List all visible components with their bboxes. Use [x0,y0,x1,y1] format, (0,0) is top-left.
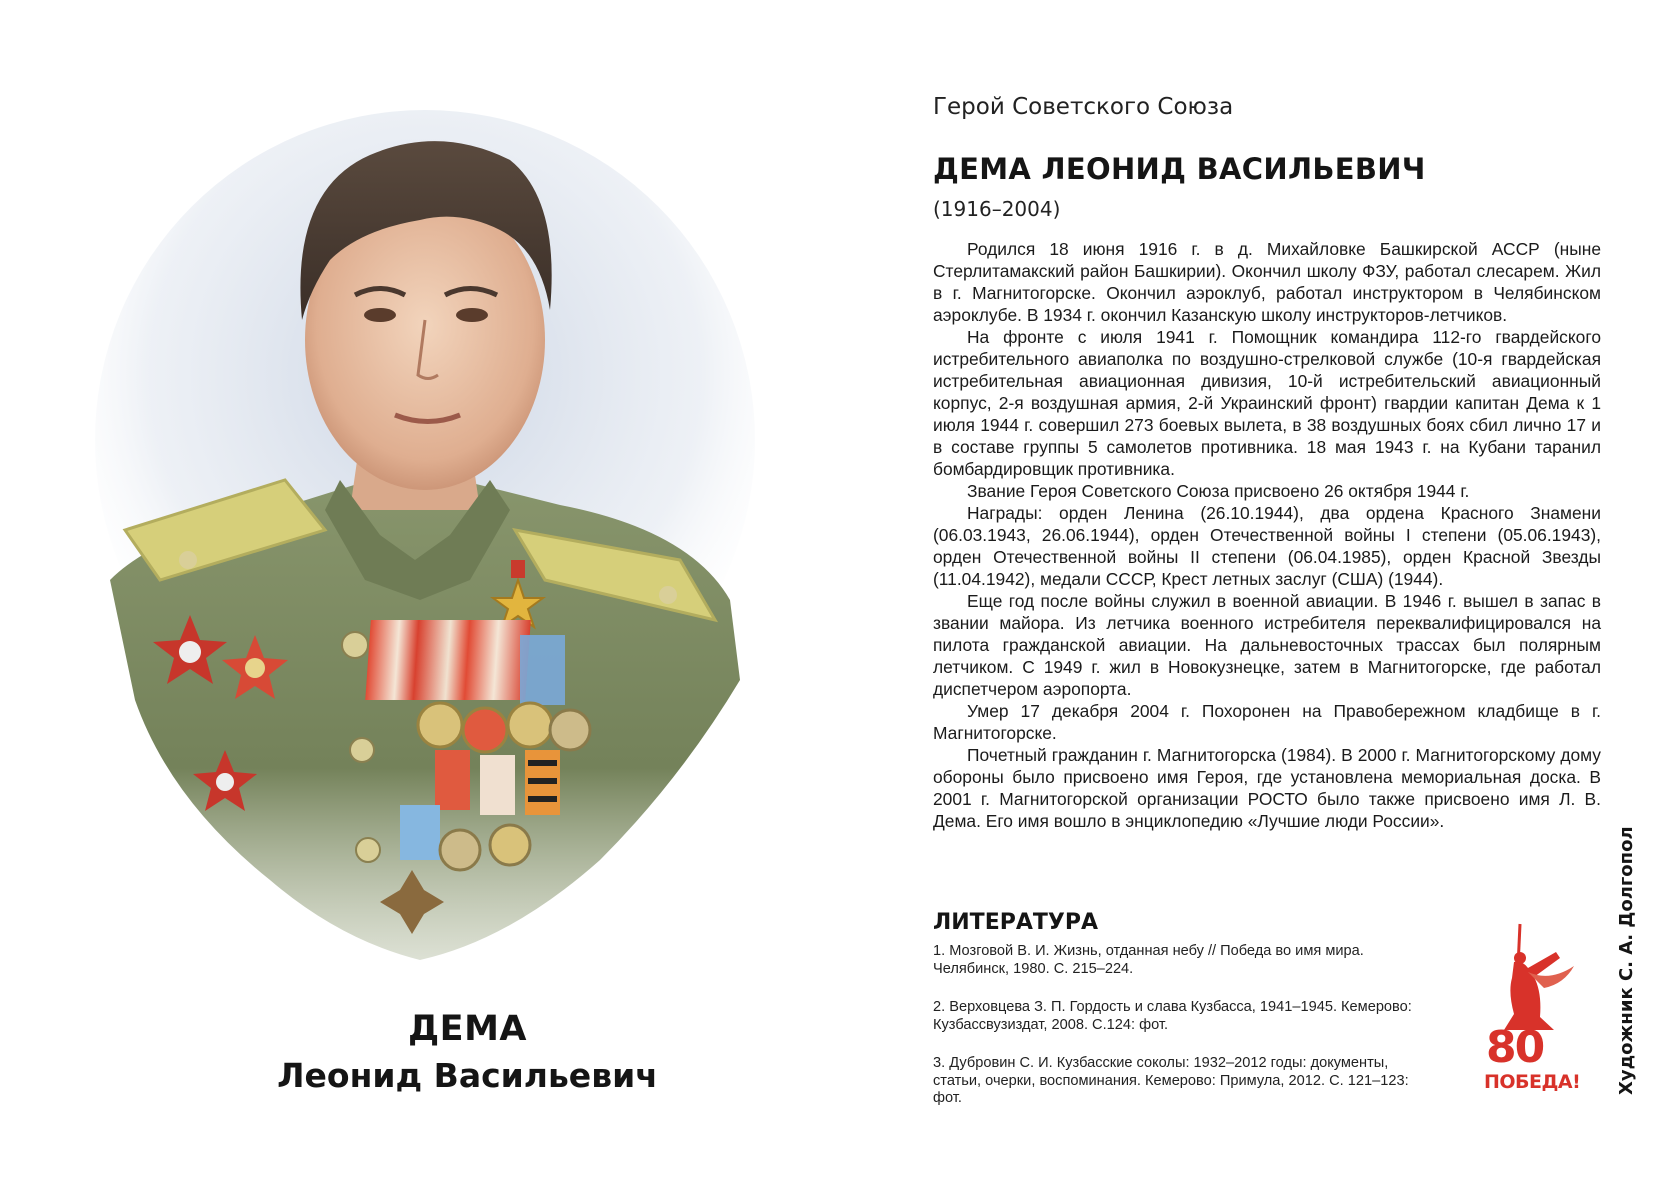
page-title: ДЕМА ЛЕОНИД ВАСИЛЬЕВИЧ [933,152,1426,186]
bio-paragraph-birth: Родился 18 июня 1916 г. в д. Михайловке Башкирской АССР (ныне Стерлитамакский район Башкирии). Окончил школу ФЗУ, работал слесарем. Жил в г. Магнитогорске. Окончил аэроклуб, работал инструктором в Челябинском аэроклубе. В 1934 г. окончил Казанскую школу инструкторов-летчиков. [933,239,1601,325]
hero-name-caption [40,1009,895,1095]
literature-item: 2. Верховцева З. П. Гордость и слава Кузбасса, 1941–1945. Кемерово: Кузбассвузиздат, 2008. С.124: фот. [933,999,1412,1033]
life-years: (1916–2004) [933,197,1061,221]
right-eye [456,308,488,322]
bio-paragraph-front: На фронте с июля 1941 г. Помощник командира 112-го гвардейского истребительного авиаполка по воздушно-стрелковой службе (10-я гвардейская истребительная авиационная дивизия, 10-й истребительский авиационный корпус, 2-я воздушная армия, 2-й Украинский фронт) гвардии капитан Дема к 1 июля 1944 г. совершил 273 боевых вылета, в 38 воздушных боях сбил лично 17 и в составе группы 5 самолетов противника. 18 мая 1943 г. на Кубани таранил бомбардировщик противника. [933,327,1601,479]
motherland-statue-icon [1484,922,1580,1032]
hero-given-names: Леонид Васильевич [277,1056,658,1095]
literature-list [933,943,1433,1129]
hero-surname: ДЕМА [408,1009,527,1049]
bio-paragraph-death: Умер 17 декабря 2004 г. Похоронен на Правобережном кладбище в г. Магнитогорске. [933,701,1601,743]
biography-text [933,238,1601,832]
logo-number: 80 [1486,1022,1544,1073]
bio-paragraph-honors: Почетный гражданин г. Магнитогорска (1984). В 2000 г. Магнитогорскому дому обороны было присвоено имя Героя, где установлена мемориальная доска. В 2001 г. Магнитогорской организации РОСТО было также присвоено имя Л. В. Дема. Его имя вошло в энциклопедию «Лучшие люди России». [933,745,1601,831]
bio-paragraph-postwar: Еще год после войны служил в военной авиации. В 1946 г. вышел в запас в звании майора. Из летчика военного истребителя переквалифицировался на пилота гражданской авиации. На дальневосточных трассах был полярным летчиком. С 1949 г. жил в Новокузнецке, затем в Магнитогорске, где работал диспетчером аэропорта. [933,591,1601,699]
tunic-button [342,632,368,658]
victory-80-logo [1484,922,1580,1098]
hero-portrait-illustration [40,60,830,1060]
logo-word: ПОБЕДА! [1484,1071,1581,1093]
literature-heading: ЛИТЕРАТУРА [933,910,1098,935]
portrait-panel [40,60,830,1095]
bio-paragraph-title: Звание Героя Советского Союза присвоено 26 октября 1944 г. [967,481,1470,501]
literature-item: 3. Дубровин С. И. Кузбасские соколы: 1932–2012 годы: документы, статьи, очерки, воспоминания. Кемерово: Примула, 2012. С. 121–123: фот. [933,1055,1409,1106]
literature-item: 1. Мозговой В. И. Жизнь, отданная небу // Победа во имя мира. Челябинск, 1980. С. 215–224. [933,943,1364,977]
page-subtitle: Герой Советского Союза [933,94,1234,120]
medal-ribbons [365,620,531,700]
bio-paragraph-awards: Награды: орден Ленина (26.10.1944), два ордена Красного Знамени (06.03.1943, 26.06.1944), орден Отечественной войны I степени (05.06.1943), орден Отечественной войны II степени (06.04.1985), орден Красной Звезды (11.04.1942), медали СССР, Крест летных заслуг (США) (1944). [933,503,1601,589]
medal [418,703,462,747]
artist-credit: Художник С. А. Долгопол [1616,826,1637,1095]
left-eye [364,308,396,322]
